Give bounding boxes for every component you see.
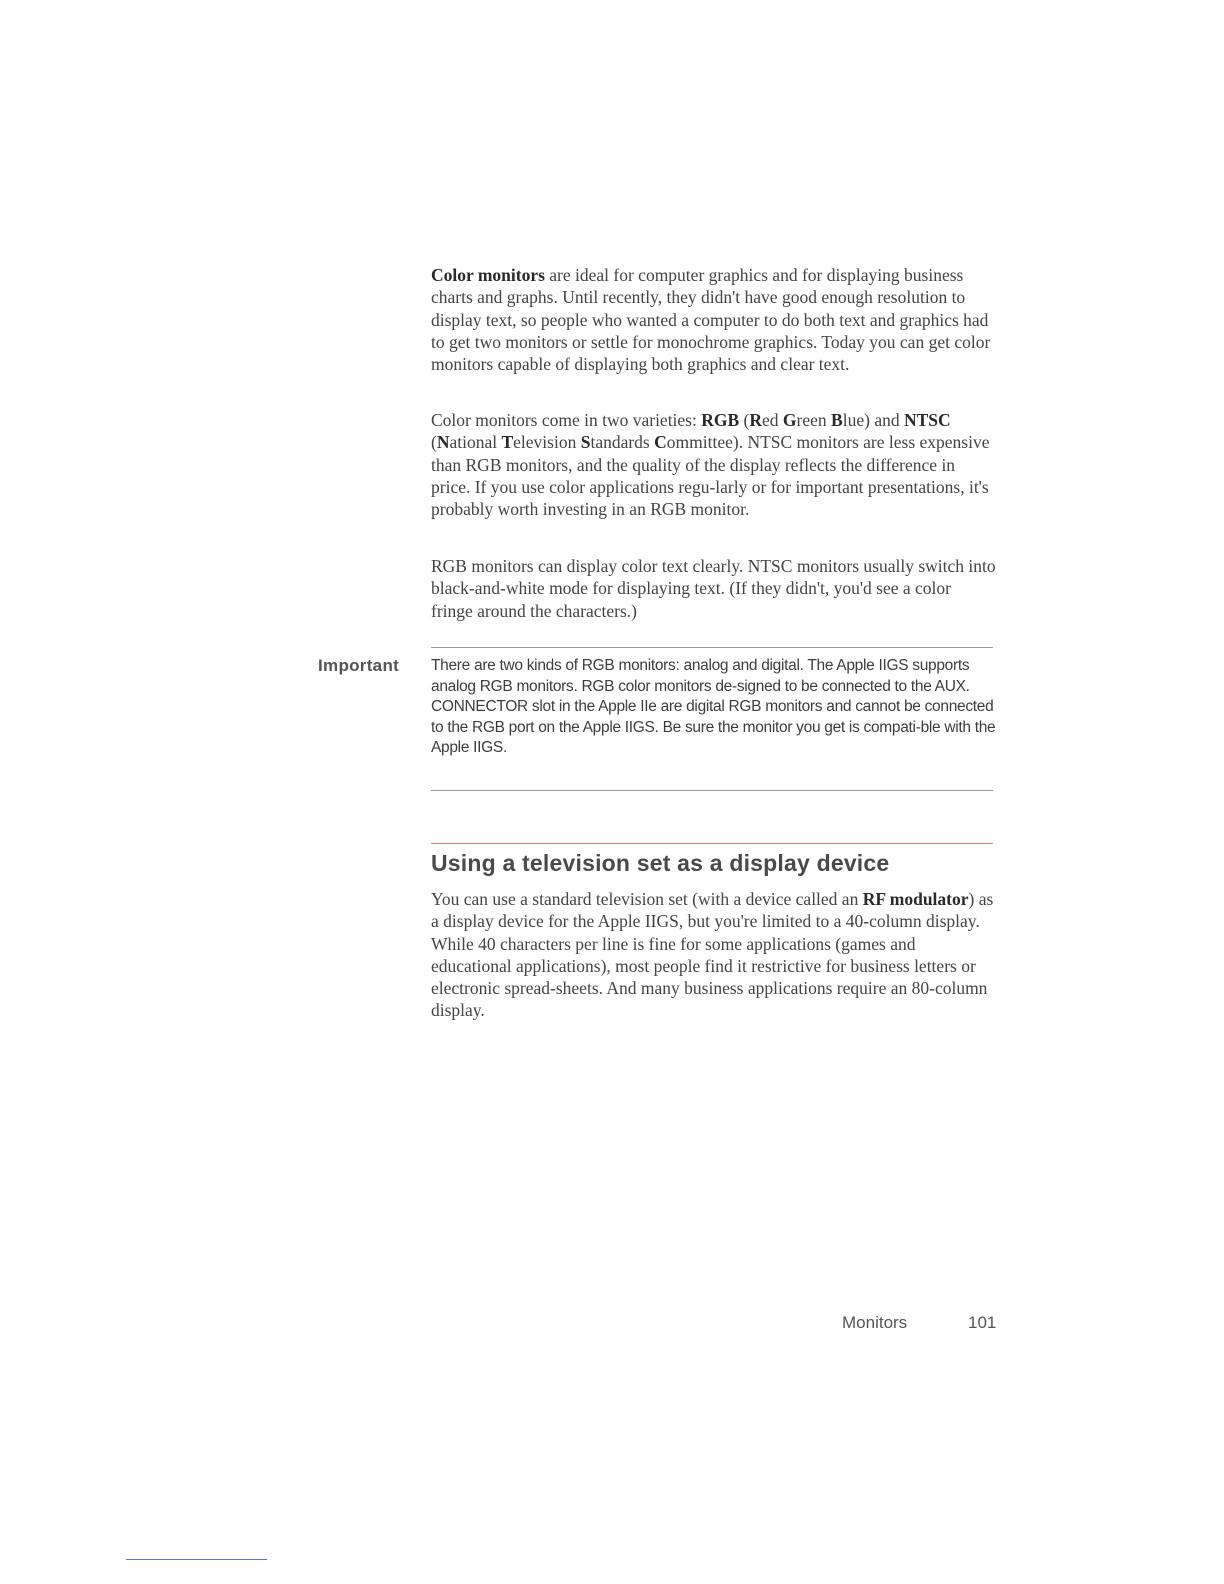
term-rgb: RGB xyxy=(701,410,740,430)
paragraph-television xyxy=(431,888,997,1022)
footer-section-title: Monitors xyxy=(842,1313,908,1332)
paragraph-text: are ideal for computer graphics and for displaying business charts and graphs. Until recently, they didn't have good enough resolution to display text, so people who wanted a computer to do both text and graphics had to get two monitors or settle for monochrome graphics. Today you can get color monitors capable of displaying both graphics and clear text. xyxy=(431,265,991,375)
important-rule-bottom xyxy=(431,790,993,791)
acronym-letter: T xyxy=(501,432,514,453)
term-color-monitors: Color monitors xyxy=(431,265,545,285)
paragraph-text: lue) and xyxy=(842,410,904,430)
paragraph-text: ( xyxy=(739,410,750,430)
paragraph-varieties xyxy=(431,409,997,520)
section-heading: Using a television set as a display device xyxy=(431,850,890,876)
paragraph-text: ational xyxy=(449,432,502,453)
paragraph-text: Color monitors come in two varieties: xyxy=(431,410,702,430)
paragraph-color-monitors xyxy=(431,264,997,375)
paragraph-rgb-text: RGB monitors can display color text clearly. NTSC monitors usually switch into black-and-white mode for displaying text. (If they didn't, you'd see a color fringe around the characters.) xyxy=(431,556,996,621)
paragraph-text: reen xyxy=(796,410,832,430)
term-ntsc: NTSC xyxy=(903,410,951,430)
acronym-letter: C xyxy=(654,432,667,453)
important-rule-top xyxy=(431,647,993,648)
paragraph-text: ( xyxy=(431,432,437,453)
acronym-letter: S xyxy=(580,432,591,453)
page-number: 101 xyxy=(968,1313,997,1332)
paragraph-text: ommittee). NTSC monitors are less expensive than RGB monitors, and the quality of the display reflects the difference in price. If you use color applications regu-larly or for important presentations, it's probably worth investing in an RGB monitor. xyxy=(431,432,990,520)
important-note-text: There are two kinds of RGB monitors: analog and digital. The Apple IIGS supports analog RGB monitors. RGB color monitors de-signed to be connected to the AUX. CONNECTOR slot in the Apple IIe are digital RGB monitors and cannot be connected to the RGB port on the Apple IIGS. Be sure the monitor you get is compati-ble with the Apple IIGS. xyxy=(431,657,996,756)
acronym-letter: B xyxy=(831,410,843,430)
section-heading-rule xyxy=(431,843,993,844)
paragraph-text: ed xyxy=(762,410,783,430)
bottom-divider xyxy=(126,1559,267,1560)
paragraph-text: You can use a standard television set (with a device called an xyxy=(431,889,863,909)
acronym-letter: G xyxy=(782,410,797,430)
paragraph-text: tandards xyxy=(590,432,655,453)
paragraph-text: ) as a display device for the Apple IIGS, but you're limited to a 40-column display. While 40 characters per line is fine for some applications (games and educational applications), most people find it restrictive for business letters or electronic spread-sheets. And many business applications require an 80-column display. xyxy=(431,889,994,1021)
acronym-letter: R xyxy=(749,410,763,430)
paragraph-text: elevision xyxy=(513,432,581,453)
acronym-letter: N xyxy=(436,432,450,453)
term-rf-modulator: RF modulator xyxy=(862,889,969,909)
important-label: Important xyxy=(318,656,400,675)
